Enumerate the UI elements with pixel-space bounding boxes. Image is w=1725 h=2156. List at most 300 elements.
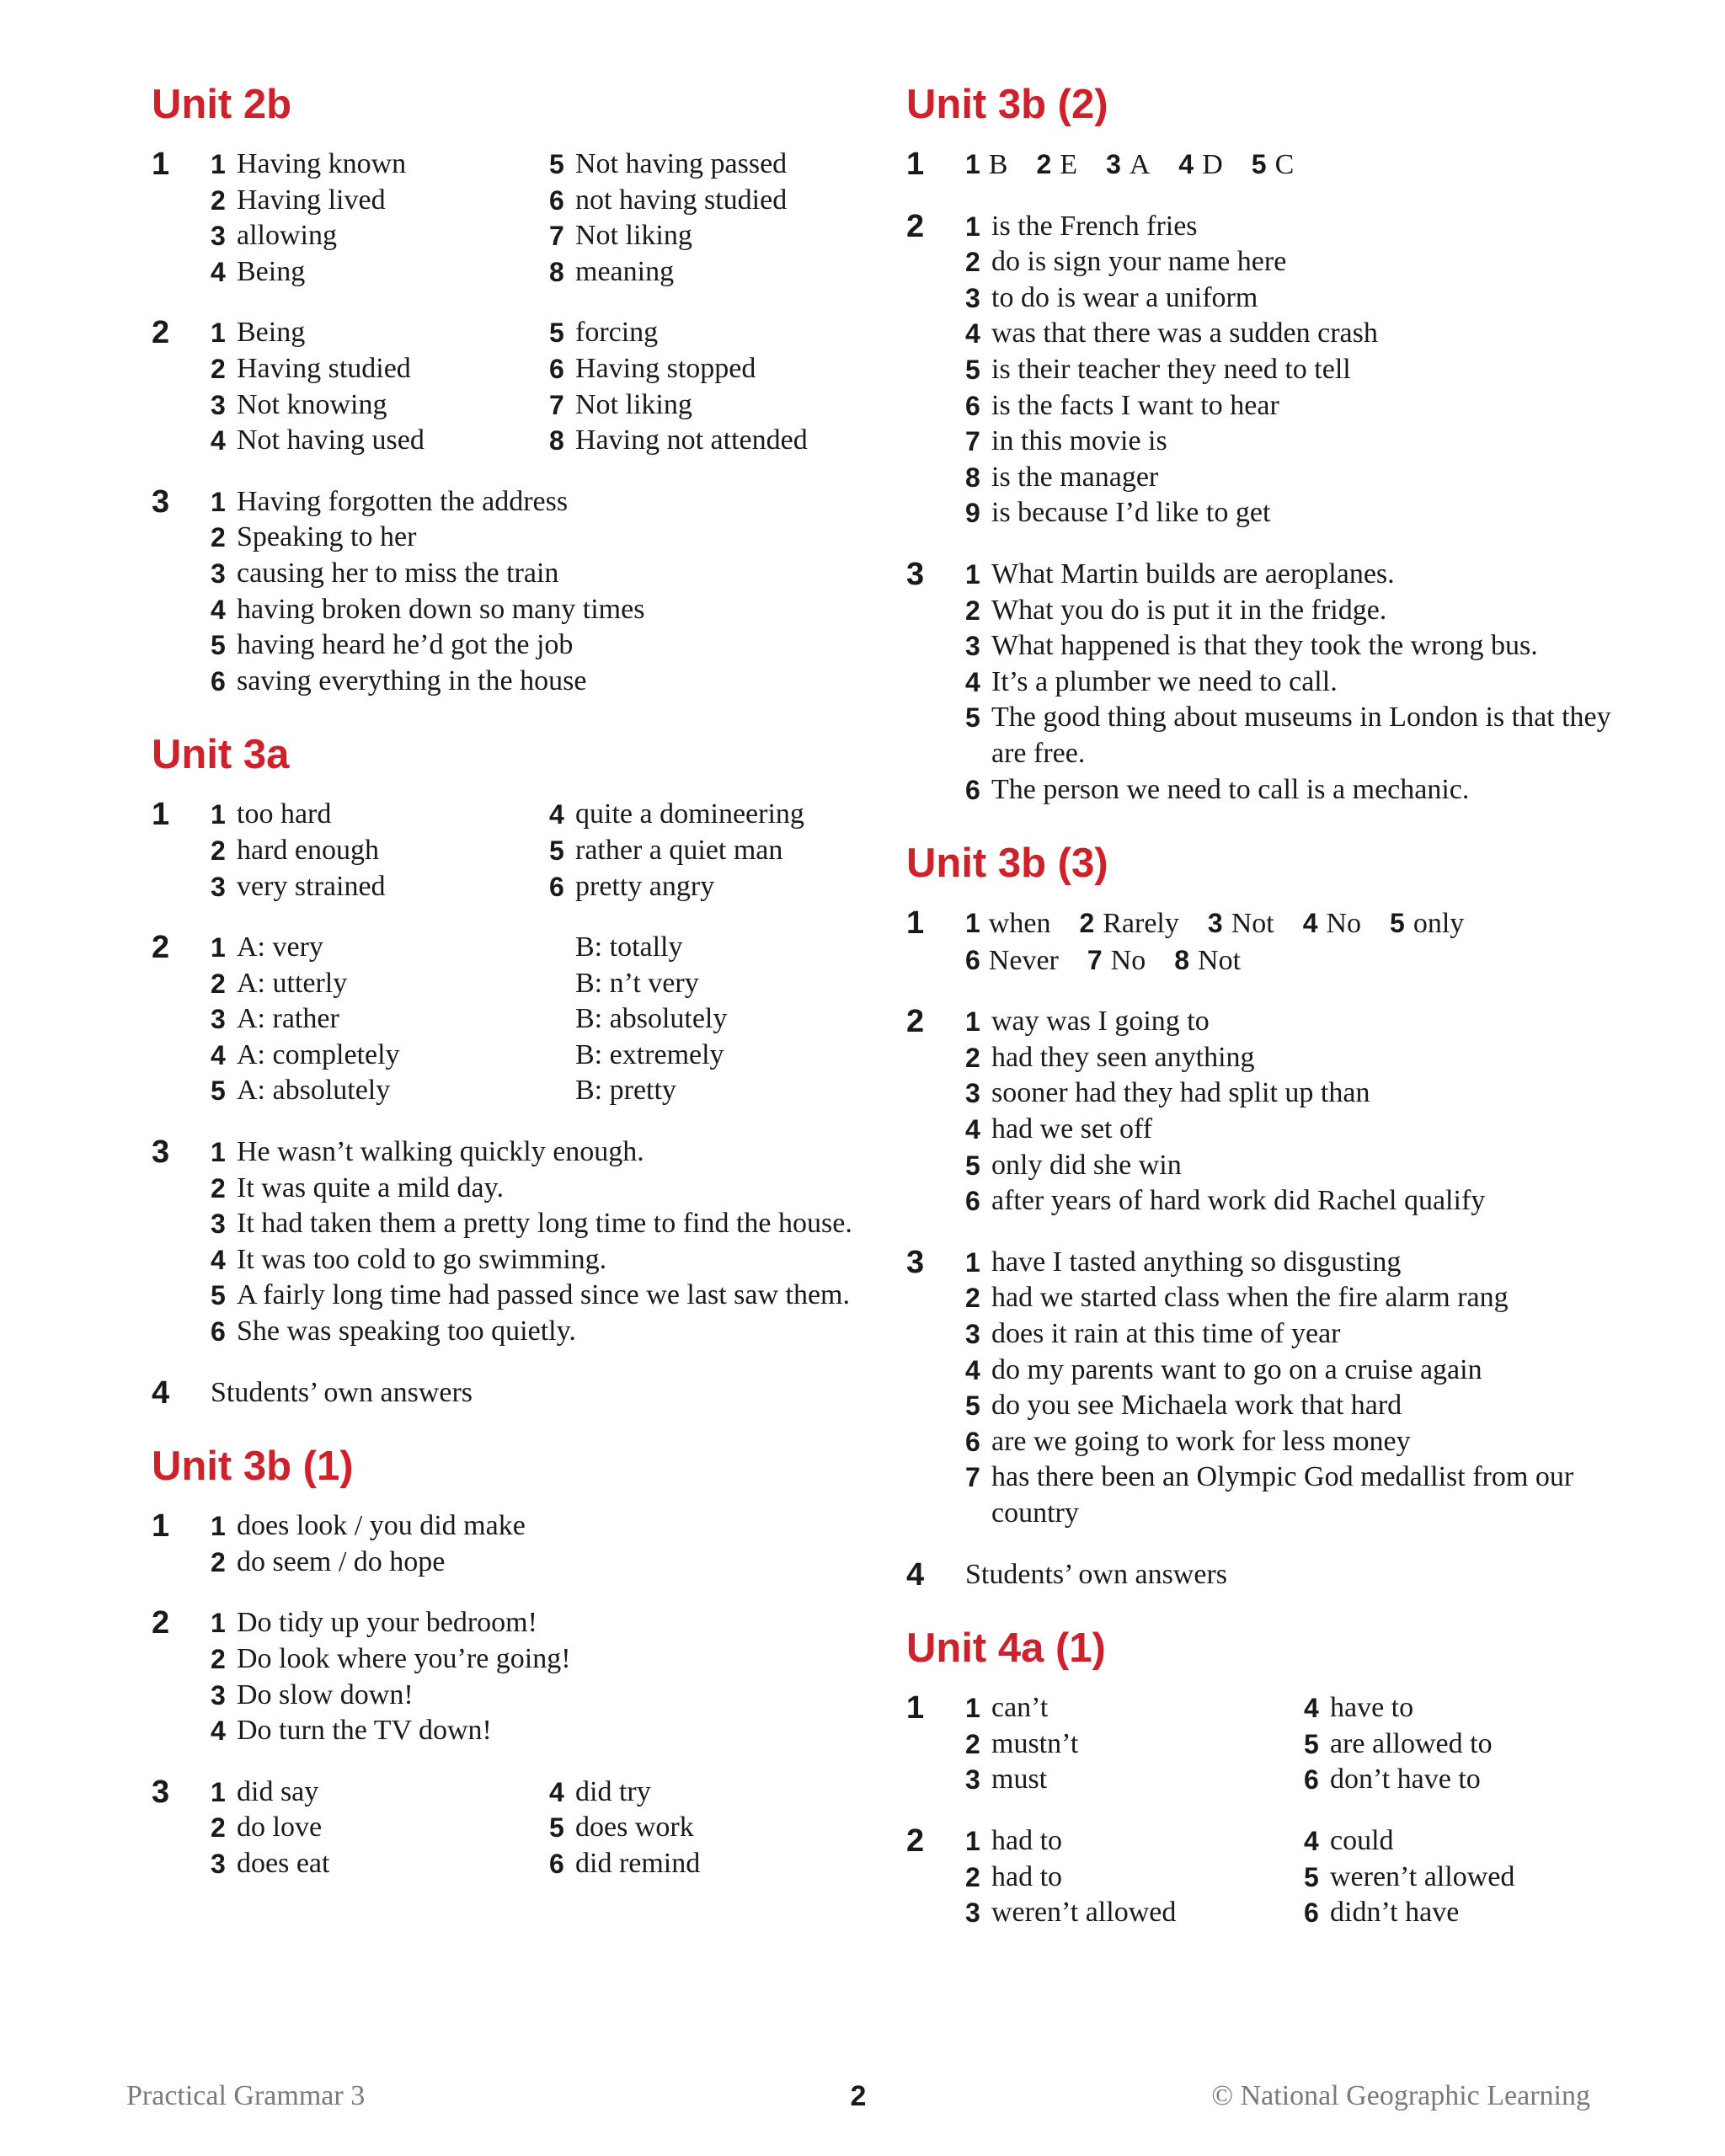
unit-heading: Unit 4a (1)	[906, 1625, 1106, 1672]
answer-item	[211, 484, 893, 520]
item-text: B: absolutely	[575, 1003, 728, 1035]
item-number: 6	[549, 353, 564, 384]
item-number: 1	[211, 799, 226, 830]
answer-item	[549, 1038, 893, 1074]
unit-heading: Unit 2b	[152, 82, 292, 127]
answer-item	[965, 1860, 1304, 1896]
item-number: 6	[549, 871, 564, 902]
item-text: rather a quiet man	[575, 834, 783, 866]
item-text: do my parents want to go on a cruise again	[991, 1353, 1482, 1385]
answer-item	[965, 593, 1648, 629]
item-number: 1	[211, 1776, 226, 1807]
item-text: is the French fries	[991, 210, 1198, 242]
item-number: 3	[211, 1848, 226, 1879]
item-number: 3	[211, 558, 226, 589]
item-text: B: totally	[575, 931, 683, 963]
answer-item	[965, 1245, 1648, 1281]
item-number: 9	[965, 498, 980, 529]
item-number: 7	[1087, 944, 1103, 975]
answer-item	[211, 387, 549, 424]
item-text: Having forgotten the address	[237, 485, 569, 517]
item-number: 3	[211, 1004, 226, 1035]
answer-item	[965, 942, 1059, 979]
item-number: 3	[211, 389, 226, 420]
item-number: 5	[965, 354, 980, 385]
answer-item	[549, 254, 893, 291]
item-number: 2	[211, 835, 226, 866]
answer-item	[965, 1075, 1648, 1112]
answer-text: Students’ own answers	[211, 1376, 473, 1408]
unit-3b-1-section	[152, 1436, 893, 1881]
item-text: Having lived	[237, 184, 386, 216]
answer-item	[549, 1846, 893, 1882]
item-text: The good thing about museums in London is that they are free.	[991, 702, 1611, 769]
answer-item	[1304, 1823, 1648, 1860]
exercise-number: 1	[906, 147, 925, 182]
answer-item	[1304, 1860, 1648, 1896]
item-number: 2	[211, 1546, 226, 1577]
item-number: 8	[549, 425, 564, 456]
item-number	[549, 930, 575, 966]
item-number: 5	[965, 1390, 980, 1422]
exercise-3	[152, 1774, 893, 1882]
exercise-number: 3	[906, 1244, 925, 1280]
item-text: Being	[237, 317, 306, 349]
item-text: is their teacher they need to tell	[991, 353, 1351, 385]
item-text: She was speaking too quietly.	[237, 1315, 576, 1348]
answer-item	[211, 1134, 893, 1171]
exercise-number: 2	[152, 930, 170, 966]
item-text: are allowed to	[1330, 1727, 1493, 1759]
answer-item	[211, 1278, 893, 1314]
item-text: only did she win	[991, 1149, 1182, 1181]
exercise-3	[906, 1245, 1648, 1532]
answer-item	[549, 966, 893, 1002]
answer-item	[211, 147, 549, 183]
unit-3b-2-section	[906, 74, 1648, 808]
item-number: 7	[549, 221, 564, 252]
exercise-1	[906, 147, 1648, 184]
answer-item	[965, 1690, 1304, 1726]
item-number: 4	[211, 256, 226, 287]
item-text: Having stopped	[575, 352, 756, 384]
answer-item	[211, 254, 549, 291]
exercise-number: 2	[152, 315, 170, 351]
item-number: 8	[1174, 944, 1190, 975]
answer-item	[965, 1460, 1648, 1531]
answer-item	[211, 520, 893, 556]
item-number	[549, 1073, 575, 1109]
item-text: Having not attended	[575, 424, 808, 456]
right-column	[906, 74, 1648, 1956]
item-text: weren’t allowed	[991, 1897, 1177, 1929]
item-number: 4	[1304, 1693, 1319, 1724]
item-number: 2	[211, 968, 226, 999]
answer-item	[965, 388, 1648, 424]
exercise-2	[906, 209, 1648, 531]
page-number: 2	[850, 2080, 867, 2112]
item-text: The person we need to call is a mechanic.	[991, 773, 1470, 805]
exercise-1	[906, 905, 1648, 979]
answer-list	[965, 557, 1648, 808]
answer-list	[211, 930, 893, 1109]
exercise-2	[906, 1004, 1648, 1219]
item-number: 7	[965, 426, 980, 457]
item-text: A: very	[237, 931, 323, 963]
answer-item	[211, 1038, 549, 1074]
item-text: didn’t have	[1330, 1897, 1460, 1929]
item-number: 1	[965, 1693, 980, 1724]
answer-item	[211, 797, 549, 833]
item-number: 4	[965, 666, 980, 697]
item-number: 1	[965, 1006, 980, 1038]
answer-line	[965, 147, 1648, 184]
answer-item	[965, 424, 1648, 460]
item-number: 2	[965, 1042, 980, 1073]
answer-item	[549, 797, 893, 833]
item-number: 5	[965, 1150, 980, 1181]
answer-item	[965, 557, 1648, 593]
item-number: 4	[211, 1716, 226, 1747]
item-number: 3	[965, 1897, 980, 1929]
book-title: Practical Grammar 3	[126, 2080, 366, 2111]
item-text: No	[1326, 908, 1362, 940]
item-number: 8	[965, 462, 980, 493]
item-number: 4	[965, 1114, 980, 1145]
answer-item	[1208, 905, 1274, 942]
exercise-3	[152, 484, 893, 700]
unit-3a-section	[152, 724, 893, 1411]
exercise-3	[906, 557, 1648, 808]
item-number: 6	[211, 1316, 226, 1348]
answer-line	[965, 905, 1648, 942]
answer-item	[211, 833, 549, 869]
answer-item	[549, 315, 893, 351]
item-number: 4	[549, 1776, 564, 1807]
item-number: 6	[549, 1848, 564, 1879]
exercise-number: 2	[906, 1822, 925, 1859]
exercise-2	[152, 930, 893, 1109]
item-number: 1	[965, 558, 980, 590]
item-number: 5	[965, 702, 980, 734]
answer-item	[211, 556, 893, 592]
item-text: could	[1330, 1824, 1394, 1856]
answer-text: Students’ own answers	[965, 1558, 1227, 1590]
answer-list	[211, 147, 893, 290]
item-number: 7	[965, 1462, 980, 1493]
item-number: 3	[211, 1209, 226, 1240]
answer-item	[549, 869, 893, 905]
item-number: 4	[211, 1244, 226, 1275]
exercise-4	[906, 1557, 1648, 1593]
item-number: 2	[211, 353, 226, 384]
unit-heading: Unit 3b (3)	[906, 841, 1108, 887]
item-text: A: utterly	[237, 967, 348, 999]
item-number: 5	[1251, 149, 1267, 179]
item-text: Not	[1198, 944, 1242, 976]
item-text: Having known	[237, 148, 407, 179]
answer-item	[549, 351, 893, 387]
item-text: is the manager	[991, 461, 1159, 493]
item-text: E	[1060, 149, 1078, 180]
item-number: 4	[1178, 149, 1194, 179]
item-number: 2	[211, 1812, 226, 1844]
answer-item	[1304, 1895, 1648, 1931]
answer-item	[965, 772, 1648, 808]
answer-item	[211, 1678, 893, 1714]
answer-item	[211, 1545, 893, 1581]
item-text: Not liking	[575, 388, 692, 420]
answer-list	[965, 1245, 1648, 1532]
item-number: 8	[549, 256, 564, 287]
item-text: Do turn the TV down!	[237, 1715, 492, 1747]
item-text: Not	[1231, 908, 1274, 940]
item-text: had we set off	[991, 1113, 1153, 1145]
item-number: 4	[965, 1354, 980, 1385]
answer-item	[965, 1353, 1648, 1389]
item-text: Do tidy up your bedroom!	[237, 1607, 537, 1639]
item-number: 1	[965, 149, 980, 179]
answer-item	[1106, 147, 1150, 184]
item-text: D	[1202, 149, 1223, 180]
unit-heading: Unit 3b (2)	[906, 82, 1108, 127]
item-text: Having studied	[237, 352, 411, 384]
exercise-number: 1	[152, 147, 170, 182]
exercise-4	[152, 1375, 893, 1412]
item-text: not having studied	[575, 184, 788, 216]
answer-item	[965, 1895, 1304, 1931]
answer-item	[965, 209, 1648, 245]
item-number	[549, 1001, 575, 1038]
item-number: 2	[211, 184, 226, 216]
answer-item	[549, 833, 893, 869]
item-number: 6	[965, 1426, 980, 1457]
answer-list	[965, 1823, 1648, 1931]
item-number: 3	[211, 221, 226, 252]
item-text: in this movie is	[991, 425, 1167, 457]
page-footer	[126, 2079, 1590, 2114]
answer-item	[211, 592, 893, 628]
answer-item	[549, 1073, 893, 1109]
exercise-number: 1	[152, 797, 170, 833]
item-number: 1	[211, 318, 226, 349]
item-number	[549, 1038, 575, 1074]
item-text: Not having passed	[575, 148, 788, 179]
item-text: did remind	[575, 1847, 701, 1879]
item-text: Being	[237, 255, 306, 287]
item-number: 1	[211, 1608, 226, 1639]
item-text: must	[991, 1764, 1048, 1796]
answer-item	[211, 1242, 893, 1278]
answer-item	[965, 905, 1050, 942]
answer-item	[1304, 1690, 1648, 1726]
answer-list	[211, 1605, 893, 1748]
exercise-number: 3	[152, 1774, 170, 1810]
item-text: have I tasted anything so disgusting	[991, 1246, 1402, 1278]
answer-item	[965, 316, 1648, 352]
item-text: does work	[575, 1812, 694, 1844]
item-number: 3	[965, 282, 980, 313]
item-number: 4	[1302, 908, 1318, 939]
item-number: 3	[1106, 149, 1121, 179]
item-number: 5	[549, 835, 564, 866]
item-text: pretty angry	[575, 870, 715, 902]
answer-item	[211, 1314, 893, 1350]
item-text: don’t have to	[1330, 1764, 1481, 1796]
answer-item	[211, 1810, 549, 1846]
item-number: 2	[965, 247, 980, 278]
exercise-number: 1	[152, 1508, 170, 1545]
item-number: 4	[549, 799, 564, 830]
item-number: 2	[965, 1861, 980, 1892]
answer-item	[965, 1004, 1648, 1040]
exercise-2	[152, 1605, 893, 1748]
item-text: quite a domineering	[575, 798, 804, 830]
item-text: to do is wear a uniform	[991, 281, 1258, 313]
exercise-number: 2	[906, 1004, 925, 1040]
item-text: saving everything in the house	[237, 664, 587, 696]
answer-item	[211, 218, 549, 254]
item-text: A: completely	[237, 1038, 400, 1070]
answer-item	[965, 352, 1648, 388]
answer-list	[211, 315, 893, 458]
item-text: had they seen anything	[991, 1041, 1255, 1073]
unit-4a-1-section	[906, 1618, 1648, 1931]
item-text: What happened is that they took the wrong bus.	[991, 630, 1538, 662]
answer-item	[211, 183, 549, 219]
exercise-1	[152, 797, 893, 905]
answer-list	[211, 797, 893, 905]
item-number: 7	[549, 389, 564, 420]
answer-item	[965, 1280, 1648, 1316]
answer-item	[211, 1171, 893, 1207]
item-number: 5	[549, 1812, 564, 1844]
item-text: way was I going to	[991, 1006, 1210, 1038]
item-number: 6	[549, 184, 564, 216]
item-number	[549, 966, 575, 1002]
item-number: 2	[965, 595, 980, 626]
item-text: has there been an Olympic God medallist from our country	[991, 1461, 1574, 1529]
item-number: 6	[965, 390, 980, 421]
item-number: 3	[965, 1078, 980, 1109]
item-number: 5	[549, 318, 564, 349]
item-number: 1	[211, 1511, 226, 1542]
item-text: It was quite a mild day.	[237, 1171, 504, 1203]
item-number: 6	[965, 1186, 980, 1217]
item-number: 5	[549, 149, 564, 179]
item-number: 4	[1304, 1825, 1319, 1856]
item-number: 1	[965, 211, 980, 242]
answer-item	[549, 218, 893, 254]
item-text: mustn’t	[991, 1727, 1079, 1759]
item-text: A	[1129, 149, 1151, 180]
exercise-number: 1	[906, 905, 925, 942]
answer-item	[965, 1726, 1304, 1763]
item-text: too hard	[237, 798, 332, 830]
answer-item	[965, 1183, 1648, 1219]
item-text: is because I’d like to get	[991, 497, 1271, 529]
item-number: 6	[965, 944, 980, 975]
unit-2b-section	[152, 74, 893, 699]
answer-item	[1174, 942, 1241, 979]
answer-item	[965, 1388, 1648, 1424]
item-text: does look / you did make	[237, 1510, 526, 1542]
answer-item	[1304, 1762, 1648, 1798]
exercise-2	[906, 1823, 1648, 1931]
item-text: B: extremely	[575, 1038, 724, 1070]
item-number: 3	[211, 1679, 226, 1710]
item-text: do love	[237, 1812, 323, 1844]
answer-list	[211, 1134, 893, 1350]
answer-item	[965, 147, 1007, 184]
answer-item	[211, 315, 549, 351]
answer-item	[211, 1605, 893, 1641]
item-number: 5	[1304, 1861, 1319, 1892]
item-number: 1	[211, 932, 226, 963]
item-text: is the facts I want to hear	[991, 389, 1279, 421]
item-text: No	[1110, 944, 1146, 976]
item-number: 1	[211, 486, 226, 517]
answer-item	[211, 930, 549, 966]
item-text: had we started class when the fire alarm rang	[991, 1282, 1509, 1314]
item-text: after years of hard work did Rachel qualify	[991, 1185, 1486, 1217]
exercise-number: 2	[906, 208, 925, 244]
item-text: Not having used	[237, 424, 425, 456]
item-number: 3	[965, 1319, 980, 1350]
item-number: 4	[965, 318, 980, 350]
answer-item	[1304, 1726, 1648, 1763]
item-text: It’s a plumber we need to call.	[991, 665, 1338, 697]
answer-item	[1087, 942, 1146, 979]
answer-item	[1390, 905, 1464, 942]
item-number: 5	[211, 630, 226, 661]
answer-item	[965, 280, 1648, 317]
item-text: was that there was a sudden crash	[991, 318, 1378, 350]
item-number: 3	[1207, 908, 1223, 939]
answer-list	[211, 1508, 893, 1580]
answer-item	[1303, 905, 1361, 942]
answer-item	[965, 1148, 1648, 1184]
answer-item	[965, 460, 1648, 496]
item-text: B: pretty	[575, 1075, 676, 1107]
answer-item	[549, 147, 893, 183]
item-text: forcing	[575, 317, 659, 349]
answer-list	[965, 1004, 1648, 1219]
item-number: 2	[965, 1728, 980, 1759]
item-number: 1	[211, 149, 226, 179]
item-text: Not liking	[575, 220, 692, 252]
item-number: 1	[211, 1137, 226, 1168]
item-number: 5	[211, 1280, 226, 1311]
answer-item	[549, 387, 893, 424]
answer-item	[549, 423, 893, 459]
exercise-3	[152, 1134, 893, 1350]
answer-item	[211, 627, 893, 664]
item-text: A: rather	[237, 1003, 339, 1035]
item-text: What you do is put it in the fridge.	[991, 594, 1387, 626]
item-number: 4	[211, 1039, 226, 1070]
item-text: Not knowing	[237, 388, 387, 420]
exercise-number: 3	[152, 483, 170, 520]
answer-item	[211, 869, 549, 905]
item-number: 2	[211, 522, 226, 553]
item-number: 6	[1304, 1764, 1319, 1796]
answer-item	[1252, 147, 1294, 184]
item-number: 3	[211, 871, 226, 902]
answer-item	[965, 244, 1648, 280]
exercise-1	[906, 1690, 1648, 1798]
item-number: 5	[211, 1075, 226, 1107]
